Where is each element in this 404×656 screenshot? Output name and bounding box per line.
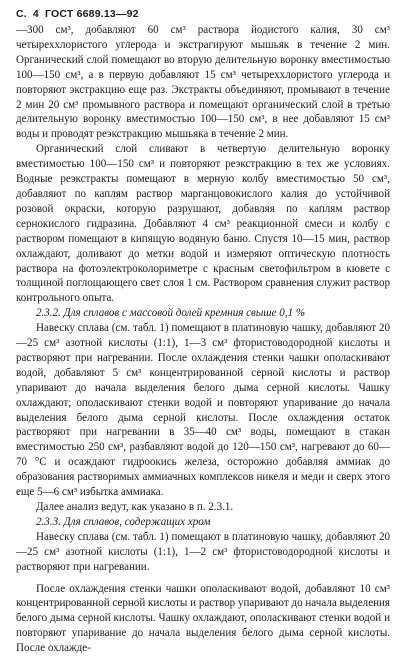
paragraph: Далее анализ ведут, как указано в п. 2.3.1. [36,501,234,513]
page-number: 4 [32,8,39,20]
paragraph: Органический слой сливают в четвертую делительную воронку вместимостью 100—150 см³ и повторяют реэкстракцию в тех же условиях. Водные реэкстракты помещают в мерную колбу вместимостью 50 см³, добавляют по каплям раствор марганцовокислого калия до устойчивой розовой окраски, которую разрушают, добавляя по каплям раствор сернокислого гидразина. Добавляют 4 см³ реакционной смеси и колбу с раствором помещают в кипящую водяную баню. Спустя 10—15 мин, раствор охлаждают, доливают до метки водой и измеряют оптическую плотность раствора на фотоэлектроколориметре с красным светофильтром в кювете с толщиной поглощающего свет слоя 1 см. Раствором сравнения служит раствор контрольного опыта. [16,143,390,305]
paragraph: После охлаждения стенки чашки ополаскивают водой, добавляют 10 см³ концентрированной серной кислоты и раствор упаривают до начала выделения белого дыма серной кислоты. Чашку охлаждают, ополаскивают стенки водой и повторяют упаривание до начала выделения белого дыма серной кислоты. После охлажде- [16,582,390,655]
page-letter: С. [16,8,27,20]
paragraph-continuation: —300 см³, добавляют 60 см³ раствора йодистого калия, 30 см³ четыреххлористого углерода и экстрагируют мышьяк в течение 2 мин. Органический слой помещают во вторую делительную воронку вместимостью 100—150 см³, а в первую добавляют 15 см³ четыреххлористого углерода и повторяют экстракцию еще раз. Экстракты объединяют, промывают в течение 2 мин 20 см³ промывного раствора и помещают органический слой в третью делительную воронку вместимостью 100—150 см³, в нее добавляют 15 см³ воды и проводят реэкстракцию мышьяка в течение 2 мин. [16,24,390,141]
paragraph: Навеску сплава (см. табл. 1) помещают в платиновую чашку, добавляют 20—25 см³ азотной кислоты (1:1), 1—2 см³ фтористоводородной кислоты и растворяют при нагревании. [16,530,390,573]
section-heading-2-3-3: 2.3.3. Для сплавов, содержащих хром [36,515,211,528]
standard-code: ГОСТ 6689.13—92 [44,8,139,20]
section-heading-2-3-2: 2.3.2. Для сплавов с массовой долей кремния свыше 0,1 % [36,307,306,320]
paragraph-gap [16,575,390,582]
page-header [16,8,390,20]
body-text [16,23,390,656]
paragraph: Навеску сплава (см. табл. 1) помещают в платиновую чашку, добавляют 20—25 см³ азотной кислоты (1:1), 1—3 см³ фтористоводородной кислоты и растворяют при нагревании. После охлаждения стенки чашки ополаскивают водой, добавляют 5 см³ концентрированной серной кислоты и раствор упаривают до начала выделения белого дыма серной кислоты. Чашку охлаждают; ополаскивают стенки водой и повторяют упаривание до начала выделения белого дыма серной кислоты. После охлаждения остаток растворяют при нагревании в 35—40 см³ воды, помещают в стакан вместимостью 250 см³, разбавляют водой до 120—150 см³, нагревают до 60—70 °С и осаждают гидроокись железа, осторожно добавляя аммиак до образования растворимых аммиачных комплексов никеля и меди и сверх этого еще 5—6 см³ избытка аммиака. [16,322,390,499]
